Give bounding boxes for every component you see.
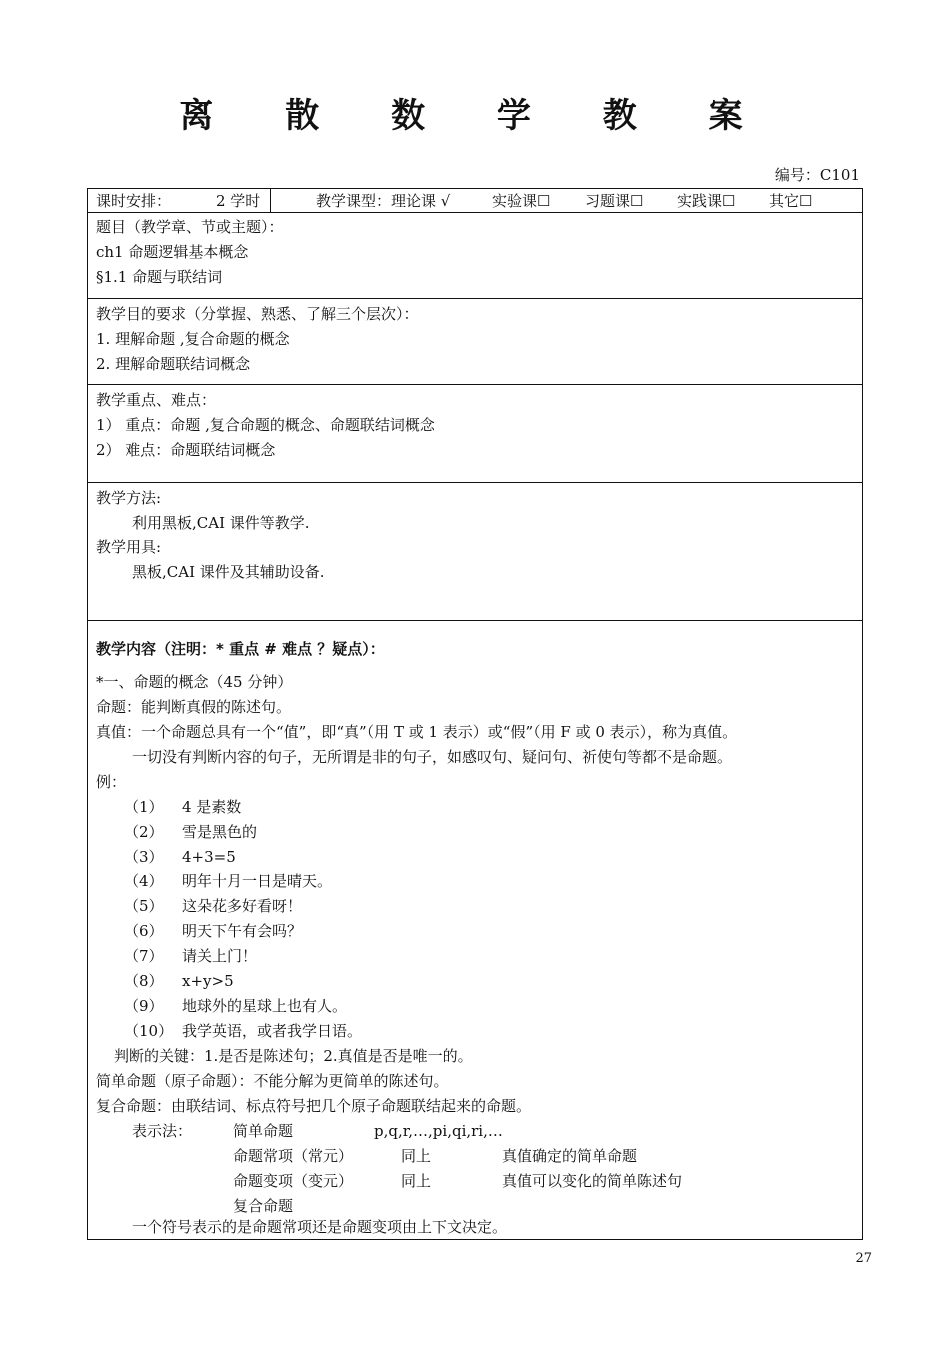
definition-proposition: 命题：能判断真假的陈述句。 — [96, 698, 292, 716]
example-text: 地球外的星球上也有人。 — [182, 997, 348, 1015]
option-practice: 实践课☐ — [677, 192, 736, 210]
example-text: 我学英语，或者我学日语。 — [182, 1022, 363, 1040]
example-number: （6） — [124, 922, 164, 940]
simple-proposition: 简单命题（原子命题）：不能分解为更简单的陈述句。 — [96, 1072, 449, 1090]
example-number: （1） — [124, 798, 164, 816]
example-text: 雪是黑色的 — [182, 823, 258, 841]
example-text: 请关上门！ — [182, 947, 258, 965]
definition-truth-value: 真值：一个命题总具有一个“值”，即“真”（用 T 或 1 表示）或“假”（用 F 或 0 表示），称为真值。 — [96, 723, 738, 741]
keypoints-label: 教学重点、难点： — [96, 391, 217, 409]
schedule-cell — [88, 189, 271, 213]
header-row — [88, 189, 862, 213]
topic-label: 题目（教学章、节或主题）： — [96, 218, 284, 236]
method-section — [88, 483, 862, 621]
notation-term: 简单命题 — [233, 1122, 294, 1140]
example-number: （8） — [124, 972, 164, 990]
example-label: 例： — [96, 773, 127, 791]
notation-symbol: p,q,r,…,pi,qi,ri,… — [374, 1122, 503, 1140]
keypoint-line: 2） 难点：命题联结词概念 — [96, 441, 276, 459]
example-number: （3） — [124, 848, 164, 866]
document-code: 编号：C101 — [774, 166, 860, 184]
final-note: 一个符号表示的是命题常项还是命题变项由上下文决定。 — [132, 1218, 508, 1236]
topic-section — [88, 213, 862, 299]
compound-proposition: 复合命题：由联结词、标点符号把几个原子命题联结起来的命题。 — [96, 1097, 532, 1115]
example-text: 明天下午有会吗？ — [182, 922, 303, 940]
example-text: 这朵花多好看呀！ — [182, 897, 303, 915]
objective-line: 2. 理解命题联结词概念 — [96, 355, 251, 373]
notation-symbol: 同上 — [401, 1147, 432, 1165]
course-type: 教学课型：理论课 √ — [316, 192, 451, 210]
objectives-section — [88, 299, 862, 385]
option-lab: 实验课☐ — [492, 192, 551, 210]
example-number: （5） — [124, 897, 164, 915]
option-exercise: 习题课☐ — [585, 192, 644, 210]
schedule-label: 课时安排： — [96, 192, 172, 210]
content-heading: 教学内容（注明：* 重点 # 难点 ？疑点）： — [96, 640, 385, 658]
notation-desc: 真值确定的简单命题 — [502, 1147, 638, 1165]
example-number: （4） — [124, 872, 164, 890]
topic-line: §1.1 命题与联结词 — [96, 268, 223, 286]
method-label: 教学方法: — [96, 489, 162, 507]
lesson-plan-table — [87, 188, 863, 1240]
objective-line: 1. 理解命题 ,复合命题的概念 — [96, 330, 290, 348]
example-text: 4 是素数 — [182, 798, 242, 816]
content-section — [88, 621, 862, 1239]
keypoint-line: 1） 重点：命题 ,复合命题的概念、命题联结词概念 — [96, 416, 435, 434]
notation-label: 表示法： — [132, 1122, 193, 1140]
page-number: 27 — [855, 1251, 872, 1266]
example-text: 明年十月一日是晴天。 — [182, 872, 333, 890]
notation-term: 命题常项（常元） — [233, 1147, 354, 1165]
document-title: 离 散 数 学 教 案 — [179, 96, 773, 136]
example-text: 4+3=5 — [182, 848, 236, 866]
notation-term: 命题变项（变元） — [233, 1172, 354, 1190]
key-criteria: 判断的关键：1.是否是陈述句；2.真值是否是唯一的。 — [114, 1047, 473, 1065]
section-title: *一、命题的概念（45 分钟） — [96, 673, 293, 691]
note-text: 一切没有判断内容的句子，无所谓是非的句子，如感叹句、疑问句、祈使句等都不是命题。 — [132, 748, 733, 766]
objectives-label: 教学目的要求（分掌握、熟悉、了解三个层次）： — [96, 305, 419, 323]
option-other: 其它☐ — [769, 192, 813, 210]
example-number: （10） — [124, 1022, 174, 1040]
method-text: 利用黑板,CAI 课件等教学. — [132, 514, 310, 532]
keypoints-section — [88, 385, 862, 483]
schedule-value: 2 学时 — [216, 192, 261, 210]
notation-term: 复合命题 — [233, 1197, 294, 1215]
notation-symbol: 同上 — [401, 1172, 432, 1190]
notation-desc: 真值可以变化的简单陈述句 — [502, 1172, 683, 1190]
example-number: （7） — [124, 947, 164, 965]
example-number: （2） — [124, 823, 164, 841]
example-text: x+y>5 — [182, 972, 234, 990]
tools-text: 黑板,CAI 课件及其辅助设备. — [132, 563, 325, 581]
tools-label: 教学用具: — [96, 538, 162, 556]
example-number: （9） — [124, 997, 164, 1015]
topic-line: ch1 命题逻辑基本概念 — [96, 243, 249, 261]
